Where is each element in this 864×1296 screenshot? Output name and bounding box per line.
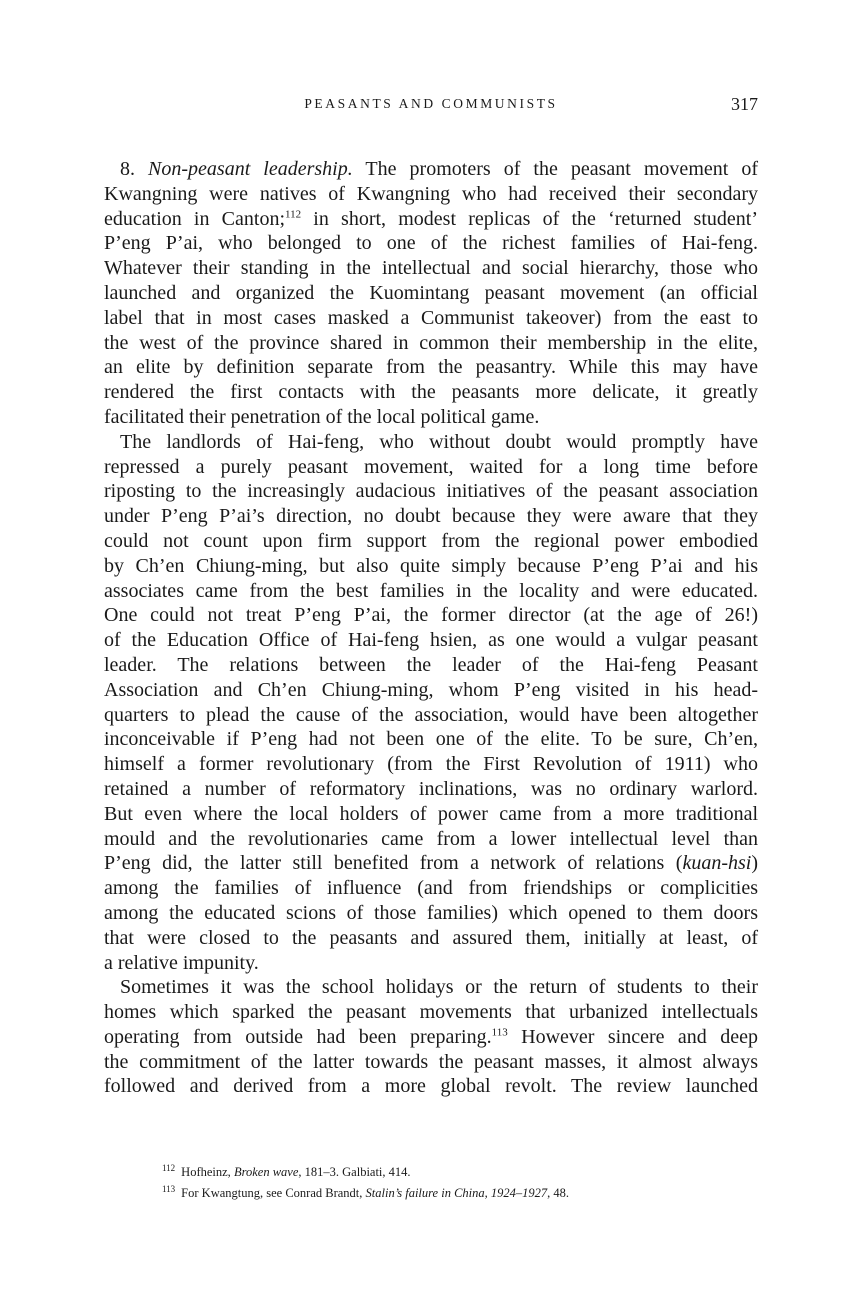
page-number: 317	[731, 94, 758, 114]
section-number: 8.	[120, 158, 135, 180]
citation-title: Stalin’s failure in China, 1924–1927	[365, 1186, 548, 1200]
text-line: launched and organized the Kuomintang peasant movement (an official	[104, 281, 758, 304]
footnote: $^{112}$ Hofheinz, Broken wave, 181–3. Galbiati, 414.	[162, 1162, 411, 1179]
text-line: 8. Non-peasant leadership. The promoters of the peasant movement of	[120, 158, 759, 180]
paragraph-1	[104, 157, 758, 430]
text-line: followed and derived from a more global revolt. The review launched	[104, 1075, 758, 1098]
text-line: The landlords of Hai-feng, who without doubt would promptly have	[120, 430, 758, 453]
book-page	[104, 0, 758, 1296]
text-line: education in Canton;$^{112}$ in short, modest replicas of the ‘returned student’	[104, 207, 758, 230]
text-line: by Ch’en Chiung-ming, but also quite simply because P’eng P’ai and his	[104, 554, 758, 577]
text-line: that were closed to the peasants and assured them, initially at least, of	[104, 926, 758, 949]
text-line: homes which sparked the peasant movements that urbanized intellectuals	[104, 1001, 758, 1024]
paragraph-2	[104, 430, 758, 976]
text-line: retained a number of reformatory inclinations, was no ordinary warlord.	[104, 777, 758, 800]
text-line: One could not treat P’eng P’ai, the former director (at the age of 26!)	[104, 604, 758, 627]
text-line: under P’eng P’ai’s direction, no doubt because they were aware that they	[104, 505, 758, 528]
body-text	[104, 157, 758, 1099]
text-line: operating from outside had been preparing.$^{113}$ However sincere and deep	[104, 1025, 758, 1048]
text-line: P’eng did, the latter still benefited from a network of relations (kuan-hsi)	[104, 852, 758, 875]
text-line: associates came from the best families in the locality and were educated.	[104, 579, 758, 602]
paragraph-3	[104, 975, 758, 1099]
section-heading: Non-peasant leadership.	[148, 158, 353, 180]
text-line: among the educated scions of those families) which opened to them doors	[104, 901, 758, 924]
text-line: Kwangning were natives of Kwangning who had received their secondary	[104, 182, 758, 205]
footnote-ref: 112	[285, 207, 302, 220]
text-line: label that in most cases masked a Communist takeover) from the east to	[104, 306, 758, 329]
text-line: Whatever their standing in the intellectual and social hierarchy, those who	[104, 257, 758, 280]
italic-term: kuan-hsi	[682, 852, 752, 875]
running-title: PEASANTS AND COMMUNISTS	[304, 96, 558, 111]
text-line: inconceivable if P’eng had not been one of the elite. To be sure, Ch’en,	[104, 728, 758, 751]
text-line: the west of the province shared in common their membership in the elite,	[104, 331, 758, 354]
text-line: an elite by definition separate from the peasantry. While this may have	[104, 356, 758, 379]
text-line: mould and the revolutionaries came from a lower intellectual level than	[104, 827, 758, 850]
text-line: Sometimes it was the school holidays or the return of students to their	[120, 976, 758, 999]
text-line: P’eng P’ai, who belonged to one of the richest families of Hai-feng.	[104, 232, 758, 255]
text-line: quarters to plead the cause of the association, would have been altogether	[104, 703, 758, 726]
text-line: the commitment of the latter towards the peasant masses, it almost always	[104, 1050, 758, 1073]
text-line: himself a former revolutionary (from the First Revolution of 1911) who	[104, 753, 758, 776]
footnotes	[162, 1162, 758, 1204]
text-line: rendered the first contacts with the peasants more delicate, it greatly	[104, 381, 758, 404]
text-line: Association and Ch’en Chiung-ming, whom P’eng visited in his head-	[104, 678, 758, 701]
text-line: facilitated their penetration of the local political game.	[104, 405, 540, 428]
footnote-ref: 113	[491, 1026, 508, 1039]
text-line: riposting to the increasingly audacious initiatives of the peasant association	[104, 480, 758, 503]
text-line: of the Education Office of Hai-feng hsien, as one would a vulgar peasant	[104, 629, 758, 652]
text-line: among the families of influence (and from friendships or complicities	[104, 877, 758, 900]
text-line: repressed a purely peasant movement, waited for a long time before	[104, 455, 758, 478]
footnote: $^{113}$ For Kwangtung, see Conrad Brandt, Stalin’s failure in China, 1924–1927, 48.	[162, 1183, 570, 1200]
text-line: could not count upon firm support from the regional power embodied	[104, 529, 758, 552]
text-line: But even where the local holders of power came from a more traditional	[104, 802, 758, 825]
text-line: a relative impunity.	[104, 951, 259, 974]
footnote-number: 113	[162, 1183, 176, 1194]
running-head	[104, 92, 758, 116]
footnote-number: 112	[162, 1162, 176, 1173]
citation-title: Broken wave	[233, 1165, 299, 1179]
text-line: leader. The relations between the leader of the Hai-feng Peasant	[104, 653, 758, 676]
